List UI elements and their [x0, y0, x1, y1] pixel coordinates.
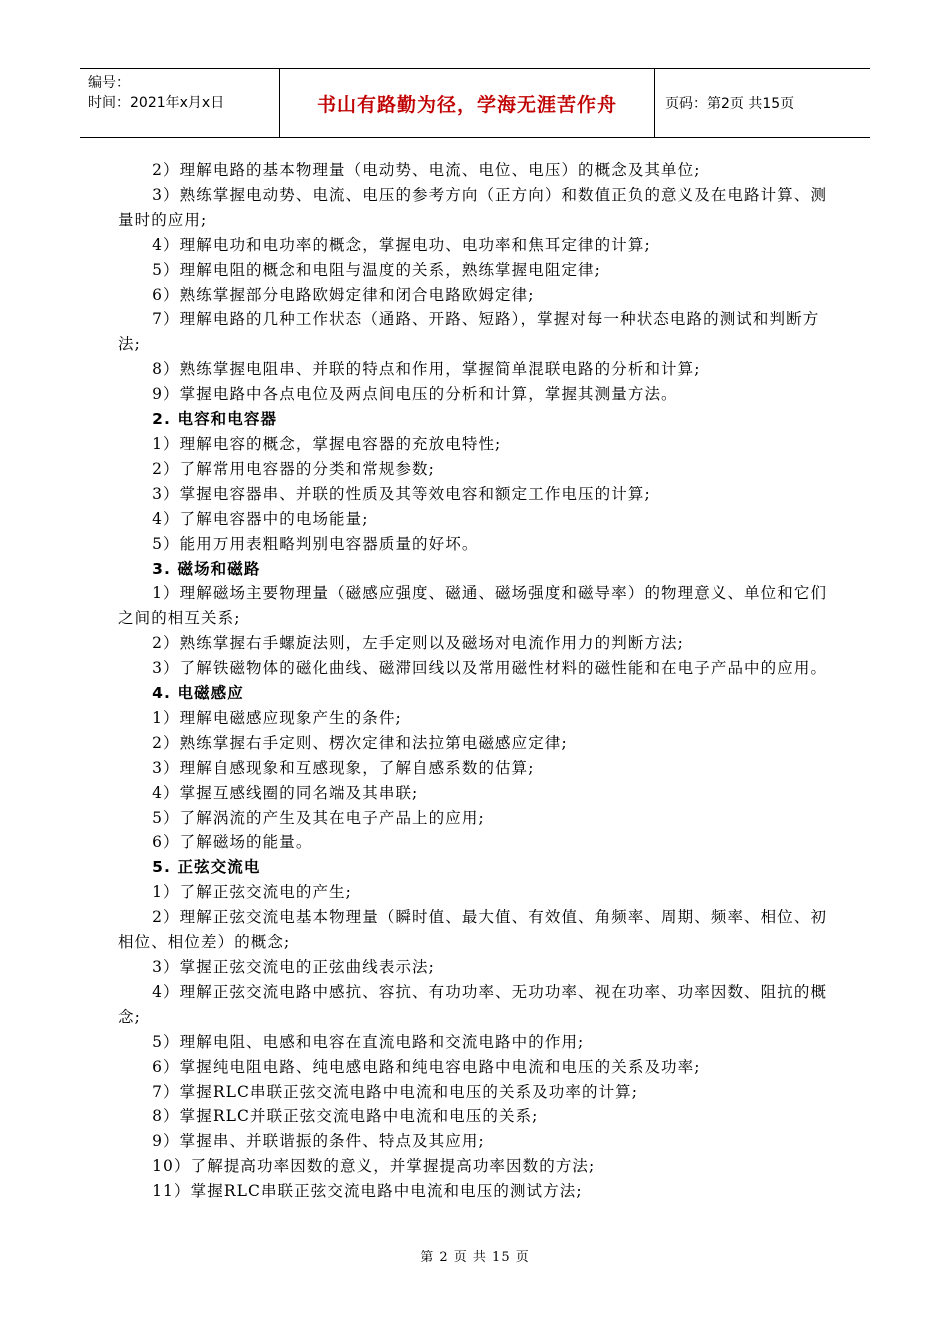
page-header	[80, 68, 870, 138]
section-heading: 2. 电容和电容器	[152, 410, 278, 429]
list-item: 10）了解提高功率因数的意义，并掌握提高功率因数的方法;	[152, 1157, 596, 1176]
list-item: 3）掌握正弦交流电的正弦曲线表示法;	[152, 958, 435, 976]
list-item: 4）理解电功和电功率的概念，掌握电功、电功率和焦耳定律的计算;	[152, 235, 651, 254]
list-item: 2）理解电路的基本物理量（电动势、电流、电位、电压）的概念及其单位;	[152, 161, 701, 179]
list-item: 3）了解铁磁物体的磁化曲线、磁滞回线以及常用磁性材料的磁性能和在电子产品中的应用。	[152, 659, 828, 678]
header-motto: 书山有路勤为径，学海无涯苦作舟	[280, 69, 655, 137]
list-item: 4）理解正弦交流电路中感抗、容抗、有功功率、无功功率、视在功率、功率因数、阻抗的概念;	[118, 982, 828, 1026]
list-item: 9）掌握串、并联谐振的条件、特点及其应用;	[152, 1132, 485, 1151]
list-item: 5）理解电阻的概念和电阻与温度的关系，熟练掌握电阻定律;	[152, 260, 601, 279]
document-body	[118, 158, 840, 1204]
list-item: 3）熟练掌握电动势、电流、电压的参考方向（正方向）和数值正负的意义及在电路计算、测量时的应用;	[118, 185, 828, 229]
section-heading: 4. 电磁感应	[152, 684, 244, 703]
code-label: 编号：	[88, 75, 130, 91]
list-item: 5）能用万用表粗略判别电容器质量的好坏。	[152, 534, 479, 553]
header-page-label: 页码：第2页 共15页	[665, 96, 795, 112]
list-item: 9）掌握电路中各点电位及两点间电压的分析和计算，掌握其测量方法。	[152, 385, 678, 404]
list-item: 6）掌握纯电阻电路、纯电感电路和纯电容电路中电流和电压的关系及功率;	[152, 1057, 701, 1076]
header-meta	[80, 69, 280, 137]
list-item: 8）熟练掌握电阻串、并联的特点和作用，掌握简单混联电路的分析和计算;	[152, 360, 701, 379]
list-item: 4）掌握互感线圈的同名端及其串联;	[152, 783, 419, 802]
list-item: 4）了解电容器中的电场能量;	[152, 509, 369, 528]
time-label: 时间：2021年x月x日	[88, 95, 225, 111]
list-item: 7）理解电路的几种工作状态（通路、开路、短路），掌握对每一种状态电路的测试和判断方法;	[118, 310, 820, 354]
section-heading: 5. 正弦交流电	[152, 858, 261, 877]
list-item: 1）理解电容的概念，掌握电容器的充放电特性;	[152, 434, 502, 453]
list-item: 6）熟练掌握部分电路欧姆定律和闭合电路欧姆定律;	[152, 285, 535, 304]
list-item: 6）了解磁场的能量。	[152, 833, 313, 852]
list-item: 2）熟练掌握右手螺旋法则，左手定则以及磁场对电流作用力的判断方法;	[152, 634, 684, 653]
list-item: 2）了解常用电容器的分类和常规参数;	[152, 459, 435, 478]
list-item: 11）掌握RLC串联正弦交流电路中电流和电压的测试方法;	[152, 1182, 583, 1201]
list-item: 2）理解正弦交流电基本物理量（瞬时值、最大值、有效值、角频率、周期、频率、相位、初相位、相位差）的概念;	[118, 908, 828, 952]
page-footer: 第 2 页 共 15 页	[420, 1250, 530, 1265]
list-item: 5）理解电阻、电感和电容在直流电路和交流电路中的作用;	[152, 1032, 585, 1051]
list-item: 7）掌握RLC串联正弦交流电路中电流和电压的关系及功率的计算;	[152, 1082, 639, 1101]
list-item: 3）理解自感现象和互感现象，了解自感系数的估算;	[152, 758, 535, 777]
section-heading: 3. 磁场和磁路	[152, 559, 261, 578]
list-item: 8）掌握RLC并联正弦交流电路中电流和电压的关系;	[152, 1107, 539, 1126]
list-item: 5）了解涡流的产生及其在电子产品上的应用;	[152, 808, 485, 827]
list-item: 1）了解正弦交流电的产生;	[152, 883, 352, 902]
list-item: 2）熟练掌握右手定则、楞次定律和法拉第电磁感应定律;	[152, 733, 568, 752]
list-item: 1）理解磁场主要物理量（磁感应强度、磁通、磁场强度和磁导率）的物理意义、单位和它们之间的相互关系;	[118, 584, 828, 628]
list-item: 1）理解电磁感应现象产生的条件;	[152, 708, 402, 727]
list-item: 3）掌握电容器串、并联的性质及其等效电容和额定工作电压的计算;	[152, 484, 651, 503]
